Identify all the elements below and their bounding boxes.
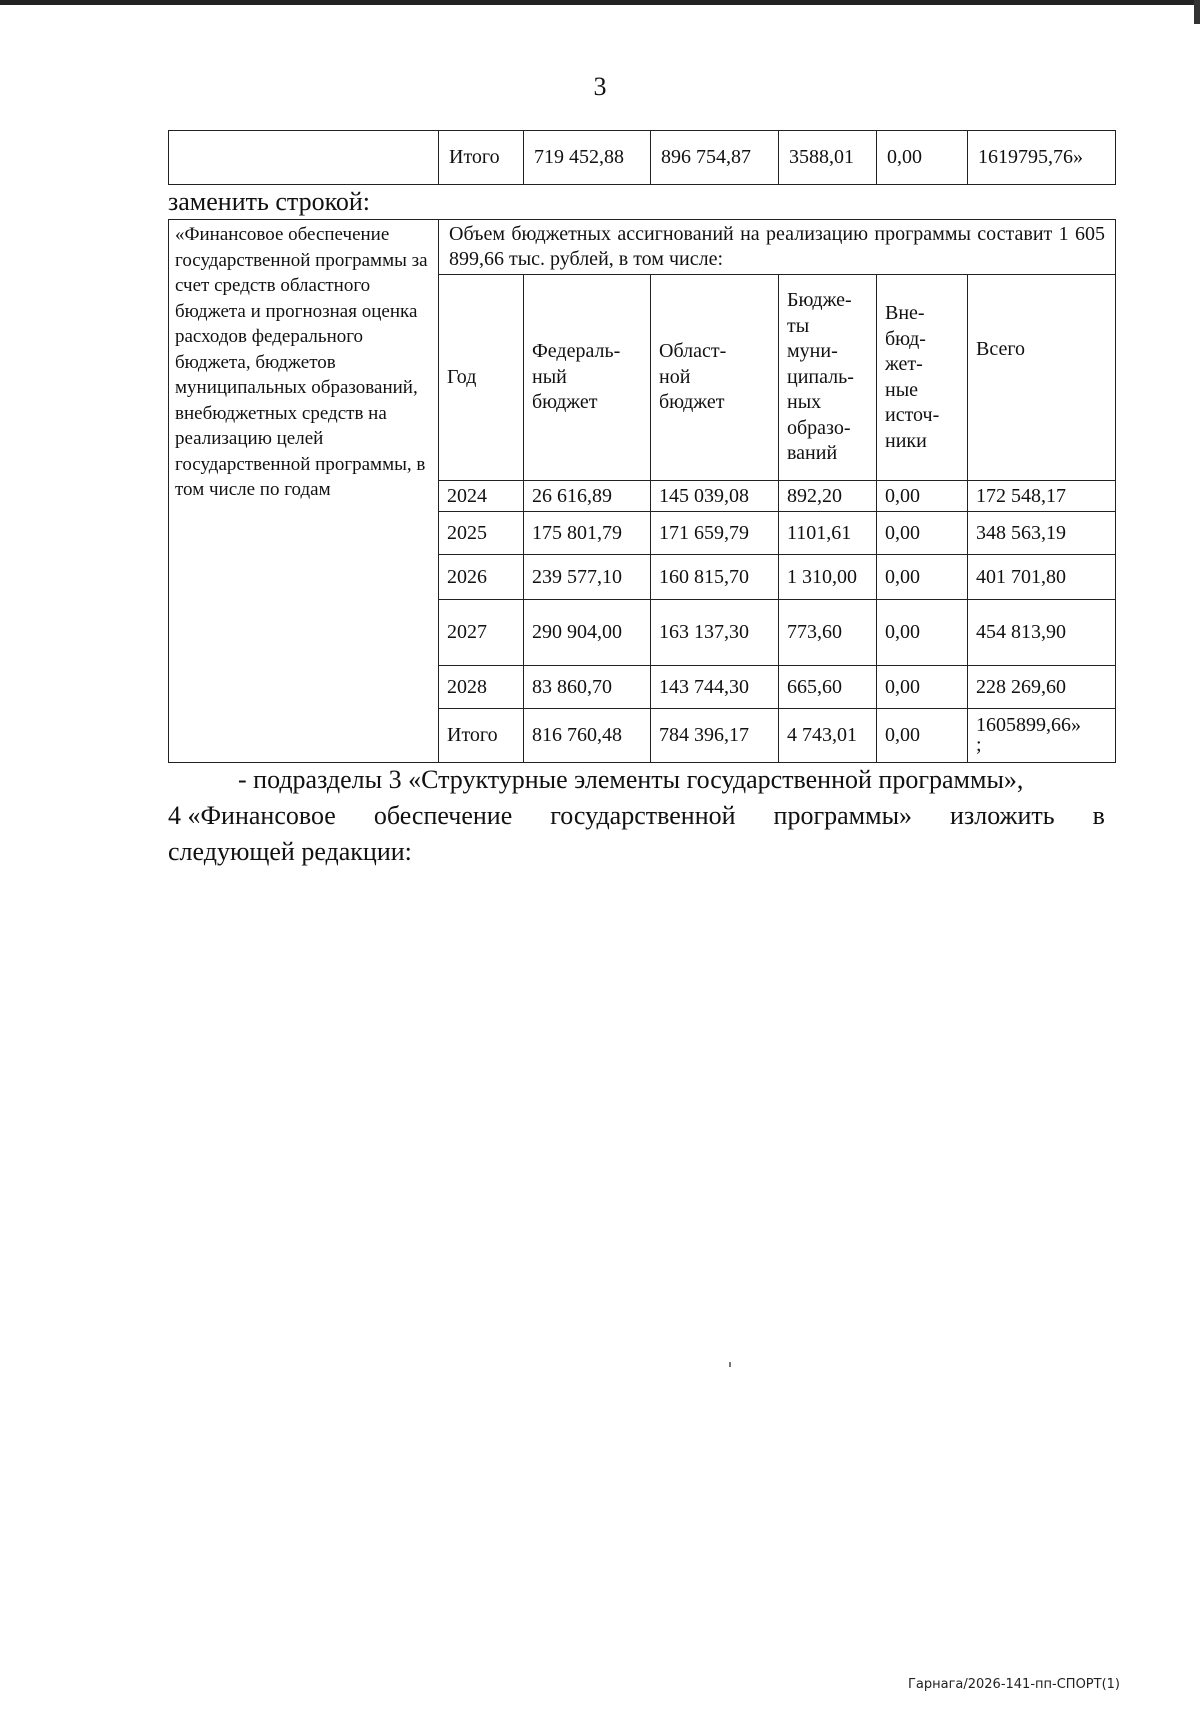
- old-total-row-table: [168, 130, 1116, 185]
- cell-federal: 26 616,89: [524, 481, 651, 512]
- cell-offbudget: 0,00: [877, 600, 968, 666]
- cell-federal: 175 801,79: [524, 512, 651, 555]
- cell-year: 2028: [439, 666, 524, 709]
- cell-municipal: 892,20: [779, 481, 877, 512]
- total-label: Итого: [439, 709, 524, 763]
- cell-total: 348 563,19: [968, 512, 1116, 555]
- cell-total: 454 813,90: [968, 600, 1116, 666]
- paragraph-word: государственной: [550, 801, 736, 830]
- cell-offbudget: 0,00: [877, 481, 968, 512]
- cell-federal: 239 577,10: [524, 555, 651, 600]
- total-offbudget: 0,00: [877, 709, 968, 763]
- old-row-municipal: 3588,01: [779, 131, 877, 185]
- cell-year: 2027: [439, 600, 524, 666]
- total-sum-cell: [968, 709, 1116, 763]
- total-sum: 1605899,66»: [976, 714, 1081, 736]
- cell-municipal: 665,60: [779, 666, 877, 709]
- paragraph-word: обеспечение: [373, 801, 513, 830]
- paragraph-word: программы»: [773, 801, 913, 830]
- old-row-offbudget: 0,00: [877, 131, 968, 185]
- total-sum-semicolon: ;: [976, 734, 982, 756]
- total-regional: 784 396,17: [651, 709, 779, 763]
- paragraph-line-2: [168, 798, 1105, 834]
- cell-regional: 163 137,30: [651, 600, 779, 666]
- cell-municipal: 773,60: [779, 600, 877, 666]
- paragraph-line-1: - подразделы 3 «Структурные элементы государственной программы»,: [238, 765, 1024, 794]
- cell-year: 2024: [439, 481, 524, 512]
- header-total: Всего: [968, 275, 1116, 481]
- cell-year: 2026: [439, 555, 524, 600]
- cell-regional: 143 744,30: [651, 666, 779, 709]
- cell-regional: 145 039,08: [651, 481, 779, 512]
- page-number: 3: [593, 72, 607, 101]
- cell-federal: 83 860,70: [524, 666, 651, 709]
- total-municipal: 4 743,01: [779, 709, 877, 763]
- cell-regional: 160 815,70: [651, 555, 779, 600]
- scan-border-right: [1194, 0, 1200, 24]
- old-row-regional: 896 754,87: [651, 131, 779, 185]
- cell-offbudget: 0,00: [877, 555, 968, 600]
- header-year: Год: [439, 275, 524, 481]
- paragraph-word: 4 «Финансовое: [168, 801, 336, 830]
- cell-federal: 290 904,00: [524, 600, 651, 666]
- header-regional: Област- ной бюджет: [651, 275, 779, 481]
- old-row-total: 1619795,76»: [968, 131, 1116, 185]
- budget-volume-text: Объем бюджетных ассигнований на реализацию программы составит 1 605 899,66 тыс. рублей, в том числе:: [439, 220, 1116, 275]
- cell-regional: 171 659,79: [651, 512, 779, 555]
- document-code: Гарнага/2026-141-пп-СПОРТ(1): [907, 1677, 1120, 1692]
- old-row-empty-cell: [169, 131, 439, 185]
- paragraph-word: изложить: [950, 801, 1055, 830]
- header-federal: Федераль- ный бюджет: [524, 275, 651, 481]
- program-description-cell: «Финансовое обеспечение государственной программы за счет средств областного бюджета и прогнозная оценка расходов федерального бюджета, бюджетов муниципальных образований, внебюджетных средств на реализацию целей государственной программы, в том числе по годам: [169, 220, 439, 763]
- paragraph-word: в: [1092, 801, 1105, 830]
- scan-border-top: [0, 0, 1200, 5]
- replace-label: заменить строкой:: [168, 187, 371, 216]
- cell-year: 2025: [439, 512, 524, 555]
- old-row-label: Итого: [439, 131, 524, 185]
- cell-total: 228 269,60: [968, 666, 1116, 709]
- paragraph-line-3: следующей редакции:: [168, 837, 412, 866]
- scan-speck: [729, 1362, 731, 1367]
- cell-offbudget: 0,00: [877, 666, 968, 709]
- cell-total: 172 548,17: [968, 481, 1116, 512]
- cell-municipal: 1 310,00: [779, 555, 877, 600]
- old-row-federal: 719 452,88: [524, 131, 651, 185]
- old-total-row: [169, 131, 1116, 185]
- header-municipal: Бюдже- ты муни- ципаль- ных образо- ваний: [779, 275, 877, 481]
- cell-offbudget: 0,00: [877, 512, 968, 555]
- header-offbudget: Вне- бюд- жет- ные источ- ники: [877, 275, 968, 481]
- cell-municipal: 1101,61: [779, 512, 877, 555]
- financing-table: [168, 219, 1116, 763]
- cell-total: 401 701,80: [968, 555, 1116, 600]
- total-federal: 816 760,48: [524, 709, 651, 763]
